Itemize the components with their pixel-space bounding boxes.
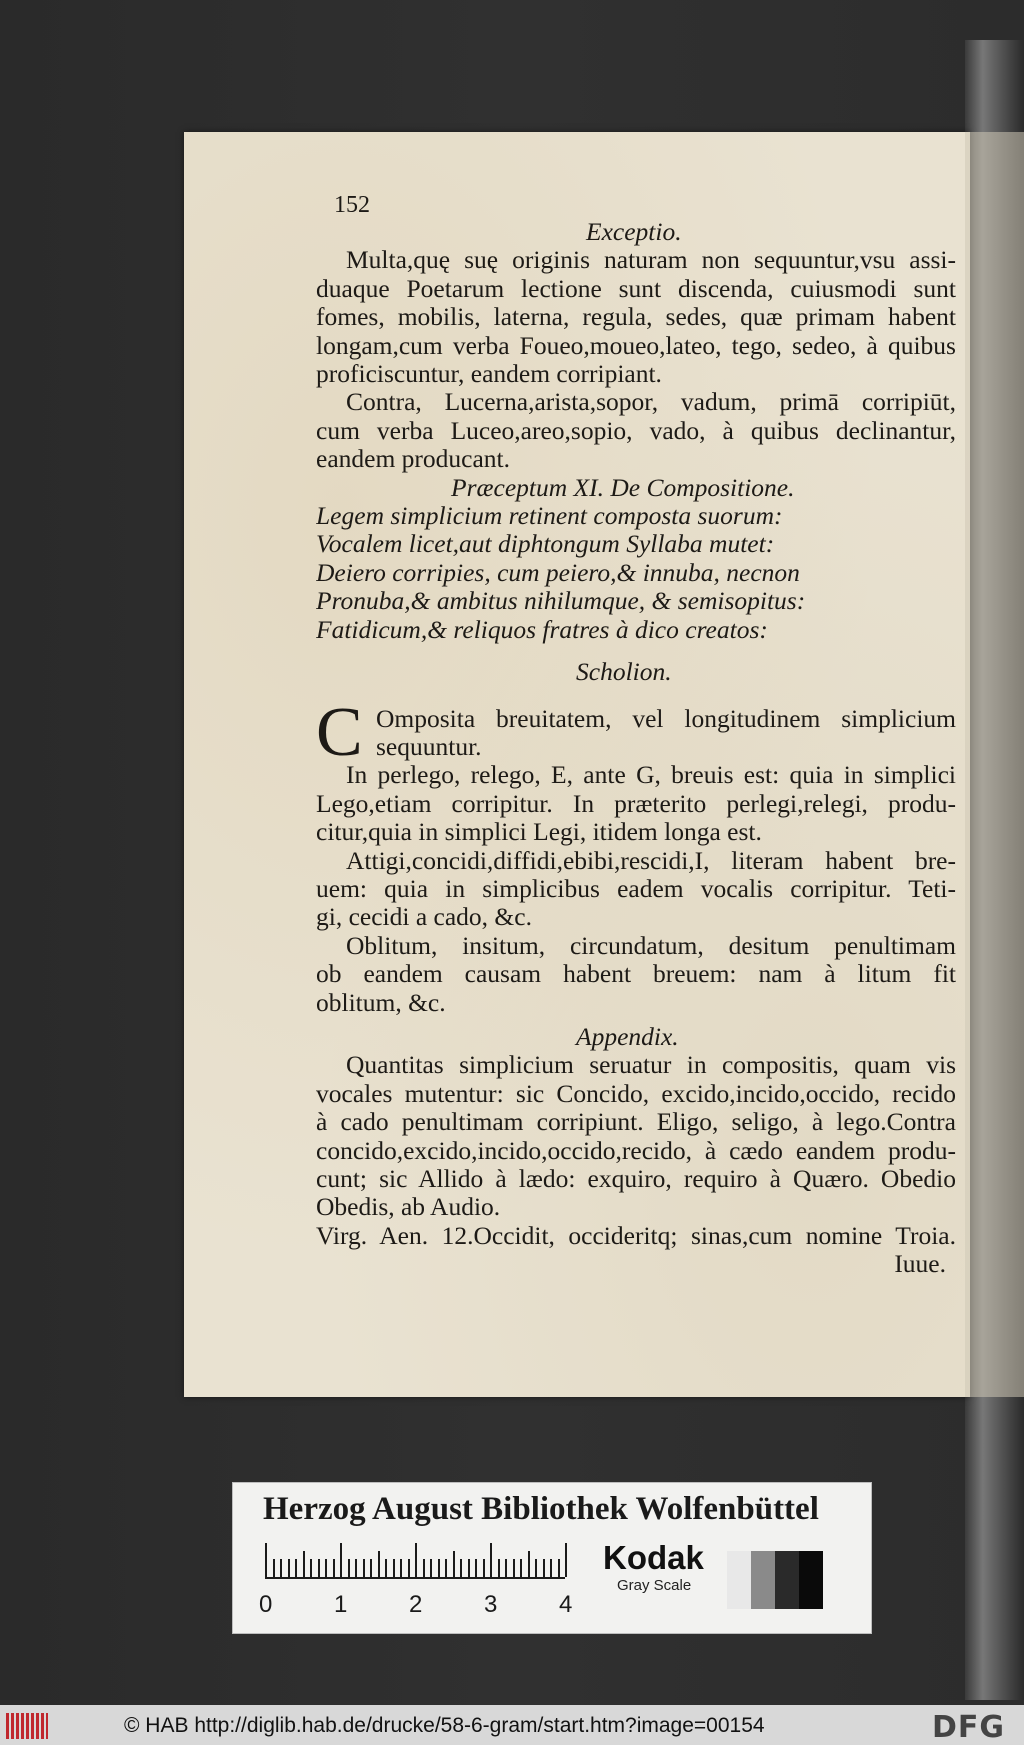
ruler-tick xyxy=(333,1559,335,1577)
verse-line: Vocalem licet,aut diphtongum Syllaba mutet: xyxy=(316,530,775,559)
ruler-tick xyxy=(348,1559,350,1577)
ruler-tick xyxy=(400,1559,402,1577)
text-line: In perlego, relego, E, ante G, breuis est: quia in simplici xyxy=(346,761,956,790)
ruler-tick xyxy=(408,1559,410,1577)
ruler-tick xyxy=(505,1559,507,1577)
library-name: Herzog August Bibliothek Wolfenbüttel xyxy=(263,1491,819,1527)
verse-line: Deiero corripies, cum peiero,& innuba, necnon xyxy=(316,558,800,587)
ruler-tick xyxy=(265,1543,267,1577)
page-bleed-strip xyxy=(965,132,1024,1397)
page-number: 152 xyxy=(334,192,370,218)
ruler-tick xyxy=(325,1559,327,1577)
text-line: Quantitas simplicium seruatur in compositis, quam vis xyxy=(346,1051,956,1080)
verse-line: Fatidicum,& reliquos fratres à dico creatos: xyxy=(316,615,768,644)
text-line: citur,quia in simplici Legi, itidem longa est. xyxy=(316,818,762,847)
ruler-tick xyxy=(438,1559,440,1577)
drop-cap: C xyxy=(316,693,363,771)
gray-swatch xyxy=(727,1551,751,1609)
ruler-tick xyxy=(370,1559,372,1577)
text-line: proficiscuntur, eandem corripiant. xyxy=(316,360,662,389)
gray-scale-label: Gray Scale xyxy=(617,1577,692,1594)
ruler-number: 3 xyxy=(484,1591,498,1618)
ruler-tick xyxy=(513,1559,515,1577)
verse-line: Pronuba,& ambitus nihilumque, & semisopitus: xyxy=(316,587,806,616)
credit-link[interactable]: © HAB http://diglib.hab.de/drucke/58-6-gram/start.htm?image=00154 xyxy=(124,1714,765,1737)
text-line: Attigi,concidi,diffidi,ebibi,rescidi,I, literam habent bre- xyxy=(346,846,956,875)
hab-logo-icon xyxy=(6,1713,48,1739)
ruler-tick xyxy=(340,1543,342,1577)
ruler-tick xyxy=(565,1543,567,1577)
ruler-tick xyxy=(475,1559,477,1577)
scholion-heading: Scholion. xyxy=(576,658,672,687)
ruler-tick xyxy=(393,1559,395,1577)
text-line: duaque Poetarum lectione sunt discenda, cuiusmodi sunt xyxy=(316,274,956,303)
ruler-tick xyxy=(378,1551,380,1577)
scholion-opening xyxy=(316,693,956,771)
text-line: Obedis, ab Audio. xyxy=(316,1193,501,1222)
ruler-tick xyxy=(520,1559,522,1577)
text-line: ob eandem causam habent breuem: nam à litum fit xyxy=(316,960,956,989)
ruler-tick xyxy=(460,1559,462,1577)
ruler-number: 1 xyxy=(334,1591,348,1618)
ruler-tick xyxy=(385,1559,387,1577)
ruler-tick xyxy=(318,1559,320,1577)
ruler-tick xyxy=(295,1559,297,1577)
ruler-tick xyxy=(363,1559,365,1577)
ruler-tick xyxy=(415,1543,417,1577)
text-line: sequuntur. xyxy=(376,732,482,761)
ruler-tick xyxy=(310,1559,312,1577)
ruler-tick xyxy=(430,1559,432,1577)
text-line: Contra, Lucerna,arista,sopor, vadum, primā corripiūt, xyxy=(346,388,956,417)
gray-swatch xyxy=(775,1551,799,1609)
ruler-tick xyxy=(468,1559,470,1577)
page-text xyxy=(316,218,956,1279)
footer-bar xyxy=(0,1705,1024,1745)
text-line: longam,cum verba Foueo,moueo,lateo, tego, sedeo, à quibus xyxy=(316,331,956,360)
ruler-tick xyxy=(453,1551,455,1577)
ruler-tick xyxy=(543,1559,545,1577)
text-line: Lego,etiam corripitur. In præterito perlegi,relegi, produ- xyxy=(316,789,956,818)
exceptio-heading: Exceptio. xyxy=(586,218,682,246)
ruler-tick xyxy=(273,1559,275,1577)
text-line: fomes, mobilis, laterna, regula, sedes, quæ primam habent xyxy=(316,303,956,332)
catchword: Iuue. xyxy=(894,1250,946,1279)
ruler-tick xyxy=(423,1559,425,1577)
text-line: cunt; sic Allido à lædo: exquiro, requiro à Quæro. Obedio xyxy=(316,1165,956,1193)
color-reference-card xyxy=(232,1482,872,1634)
ruler-tick xyxy=(528,1551,530,1577)
text-line: gi, cecidi a cado, &c. xyxy=(316,903,532,932)
ruler-tick xyxy=(490,1543,492,1577)
text-line: vocales mutentur: sic Concido, excido,incido,occido, recido xyxy=(316,1079,956,1108)
ruler-tick xyxy=(483,1559,485,1577)
text-line: eandem producant. xyxy=(316,445,511,474)
ruler-tick xyxy=(558,1559,560,1577)
ruler-tick xyxy=(498,1559,500,1577)
text-line: cum verba Luceo,areo,sopio, vado, à quibus declinantur, xyxy=(316,416,956,445)
ruler-number: 0 xyxy=(259,1591,273,1618)
text-line: Multa,quę suę originis naturam non sequuntur,vsu assi- xyxy=(346,246,956,275)
book-page xyxy=(184,132,970,1397)
ruler-scale xyxy=(265,1543,565,1579)
dfg-logo: DFG xyxy=(932,1710,1006,1745)
ruler-tick xyxy=(288,1559,290,1577)
text-line: oblitum, &c. xyxy=(316,988,446,1017)
text-line: uem: quia in simplicibus eadem vocalis corripitur. Teti- xyxy=(316,874,956,903)
ruler-number: 4 xyxy=(559,1591,573,1618)
kodak-logo: Kodak xyxy=(603,1539,704,1576)
ruler-tick xyxy=(280,1559,282,1577)
text-line: Omposita breuitatem, vel longitudinem simplicium xyxy=(376,704,956,733)
ruler-tick xyxy=(550,1559,552,1577)
ruler-number: 2 xyxy=(409,1591,423,1618)
text-line: Virg. Aen. 12.Occidit, occideritq; sinas,cum nomine Troia. xyxy=(316,1221,956,1250)
gray-swatch xyxy=(751,1551,775,1609)
praeceptum-heading: Præceptum XI. De Compositione. xyxy=(451,473,795,502)
text-line: Oblitum, insitum, circundatum, desitum penultimam xyxy=(346,931,956,960)
ruler-tick xyxy=(303,1551,305,1577)
gray-swatch xyxy=(799,1551,823,1609)
ruler-tick xyxy=(535,1559,537,1577)
verse-line: Legem simplicium retinent composta suorum: xyxy=(316,502,783,531)
text-line: à cado penultimam corripiunt. Eligo, seligo, à lego.Contra xyxy=(316,1108,956,1137)
ruler-tick xyxy=(445,1559,447,1577)
ruler-tick xyxy=(355,1559,357,1577)
text-line: concido,excido,incido,occido,recido, à cædo eandem produ- xyxy=(316,1136,956,1165)
appendix-heading: Appendix. xyxy=(576,1022,679,1051)
